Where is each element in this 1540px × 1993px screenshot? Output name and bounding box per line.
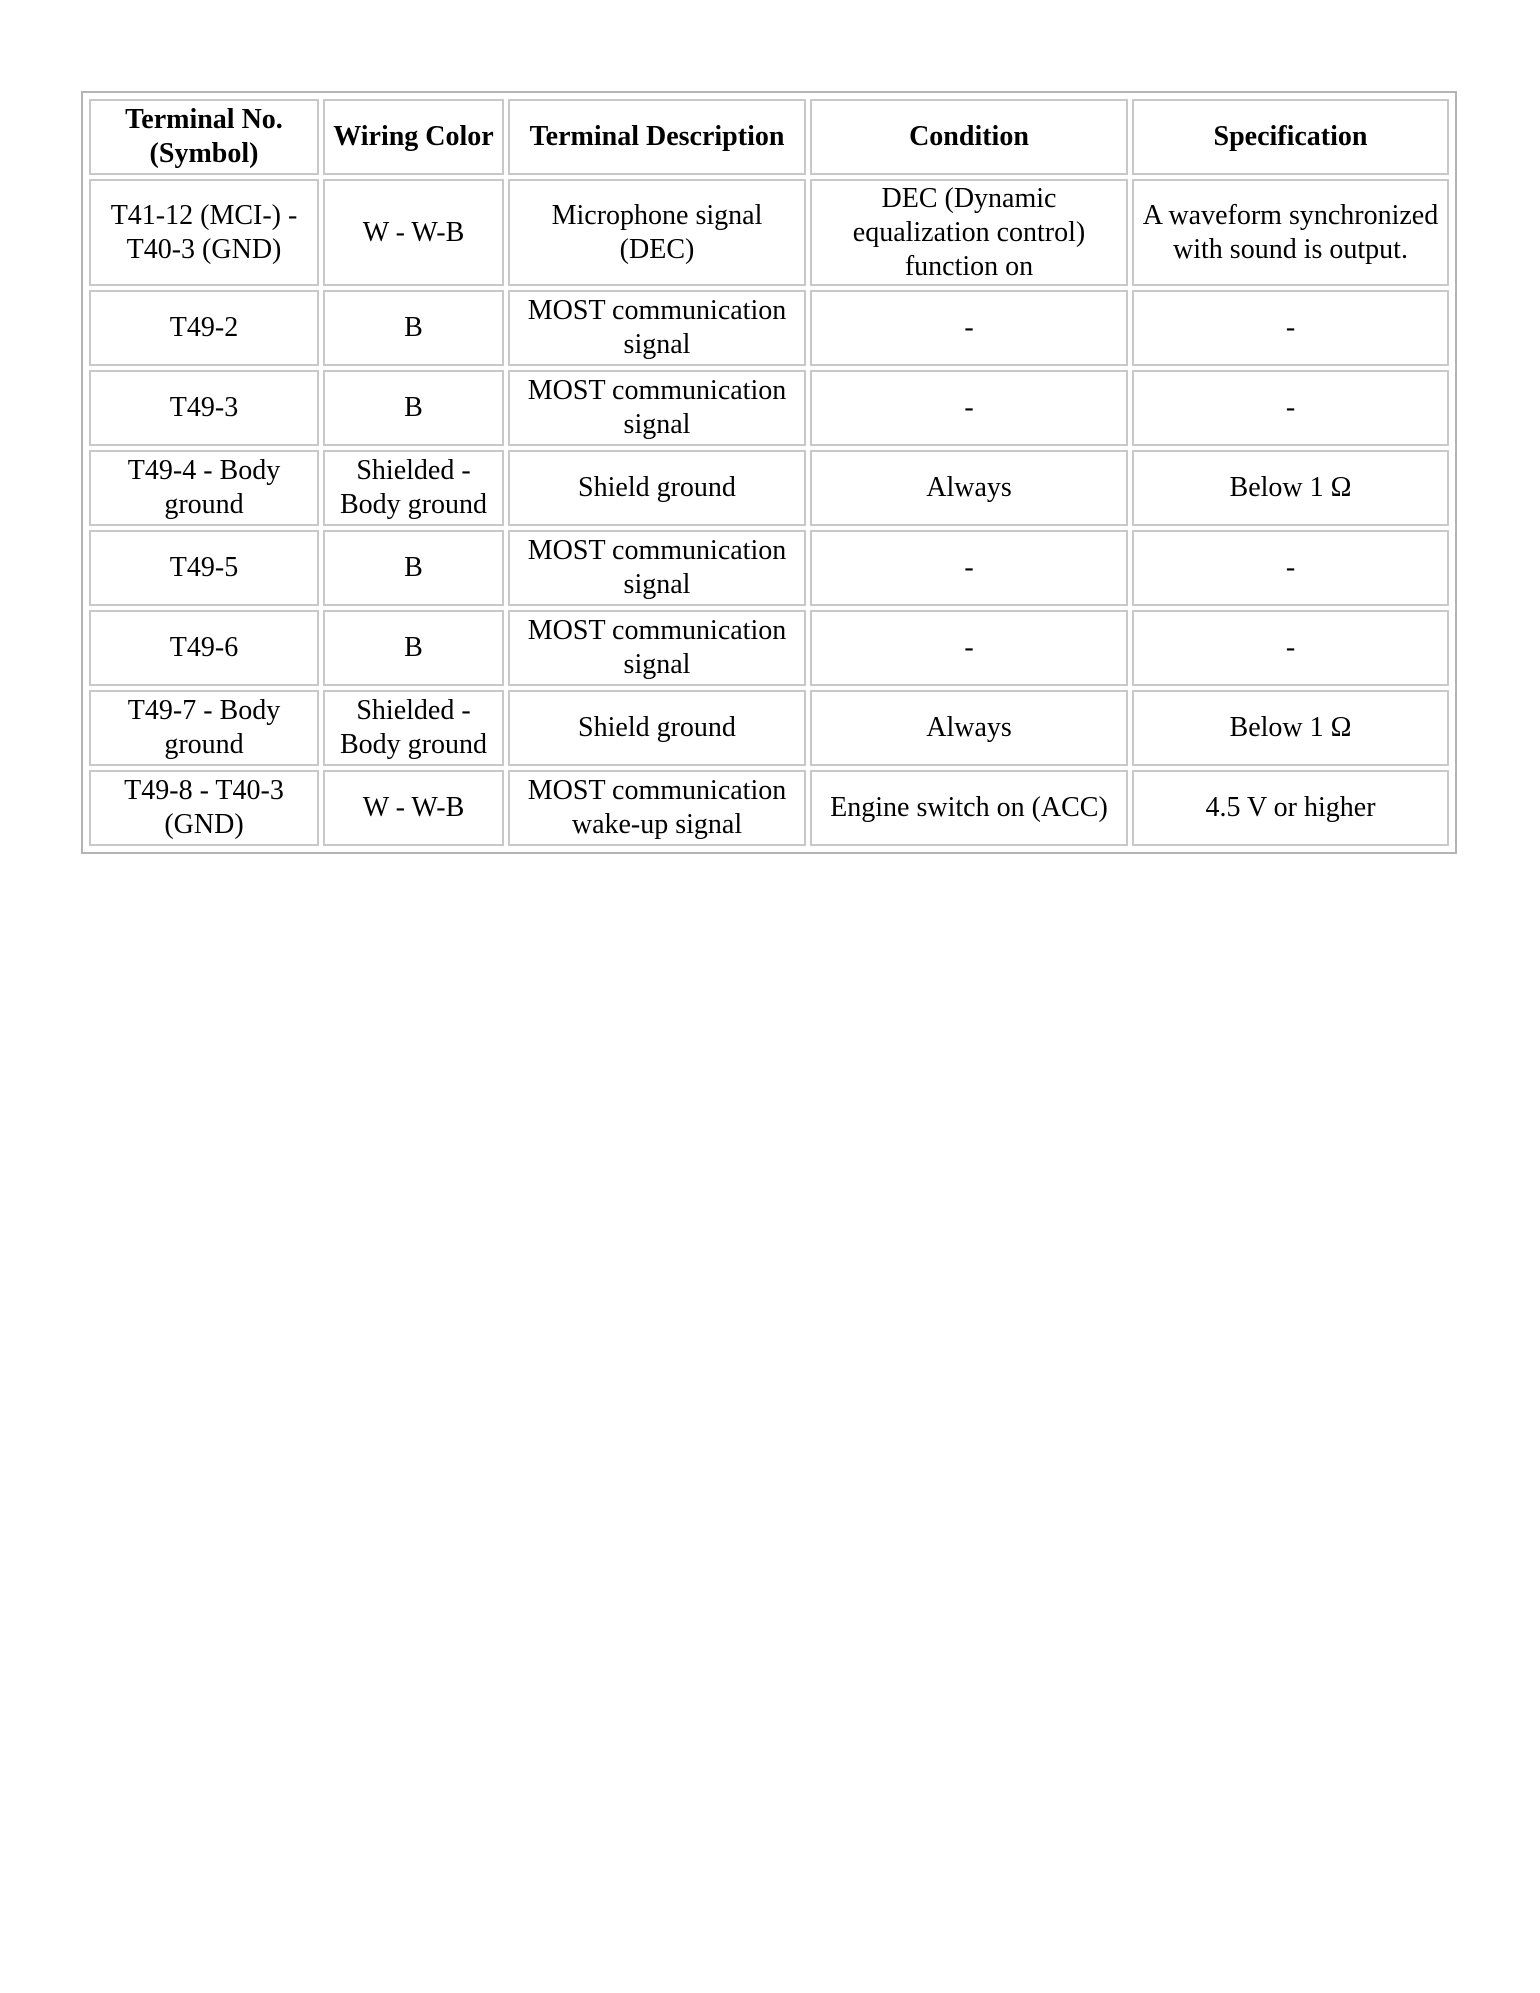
cell-terminal-no: T49-5 [89,530,319,606]
cell-specification: Below 1 Ω [1132,450,1449,526]
table-header-row [89,99,1449,175]
cell-terminal-description: MOST communication wake-up signal [508,770,806,846]
cell-condition: Engine switch on (ACC) [810,770,1128,846]
table-row [89,450,1449,526]
cell-terminal-description: Shield ground [508,690,806,766]
cell-terminal-description: MOST communication signal [508,290,806,366]
cell-terminal-no: T49-8 - T40-3 (GND) [89,770,319,846]
table-row [89,179,1449,286]
header-terminal-description: Terminal Description [508,99,806,175]
header-specification: Specification [1132,99,1449,175]
cell-specification: - [1132,290,1449,366]
cell-terminal-description: MOST communication signal [508,370,806,446]
cell-condition: - [810,610,1128,686]
cell-wiring-color: Shielded - Body ground [323,690,504,766]
terminal-spec-table [85,95,1453,850]
cell-wiring-color: Shielded - Body ground [323,450,504,526]
cell-terminal-no: T41-12 (MCI-) - T40-3 (GND) [89,179,319,286]
header-wiring-color: Wiring Color [323,99,504,175]
table-row [89,770,1449,846]
cell-specification: Below 1 Ω [1132,690,1449,766]
table-row [89,690,1449,766]
cell-condition: Always [810,690,1128,766]
table-row [89,610,1449,686]
cell-specification: - [1132,530,1449,606]
cell-terminal-no: T49-3 [89,370,319,446]
cell-condition: - [810,530,1128,606]
cell-specification: 4.5 V or higher [1132,770,1449,846]
cell-specification: - [1132,370,1449,446]
cell-wiring-color: W - W-B [323,770,504,846]
cell-terminal-no: T49-4 - Body ground [89,450,319,526]
cell-terminal-description: MOST communication signal [508,530,806,606]
cell-wiring-color: W - W-B [323,179,504,286]
cell-wiring-color: B [323,530,504,606]
cell-terminal-no: T49-2 [89,290,319,366]
table-row [89,370,1449,446]
table-row [89,290,1449,366]
cell-condition: Always [810,450,1128,526]
cell-terminal-no: T49-7 - Body ground [89,690,319,766]
terminal-spec-table-frame [81,91,1457,854]
header-terminal-no: Terminal No. (Symbol) [89,99,319,175]
cell-terminal-description: Shield ground [508,450,806,526]
cell-wiring-color: B [323,290,504,366]
header-condition: Condition [810,99,1128,175]
cell-specification: - [1132,610,1449,686]
cell-condition: - [810,290,1128,366]
table-row [89,530,1449,606]
cell-specification: A waveform synchronized with sound is output. [1132,179,1449,286]
cell-terminal-no: T49-6 [89,610,319,686]
cell-terminal-description: Microphone signal (DEC) [508,179,806,286]
cell-wiring-color: B [323,610,504,686]
cell-condition: DEC (Dynamic equalization control) function on [810,179,1128,286]
cell-wiring-color: B [323,370,504,446]
cell-terminal-description: MOST communication signal [508,610,806,686]
cell-condition: - [810,370,1128,446]
